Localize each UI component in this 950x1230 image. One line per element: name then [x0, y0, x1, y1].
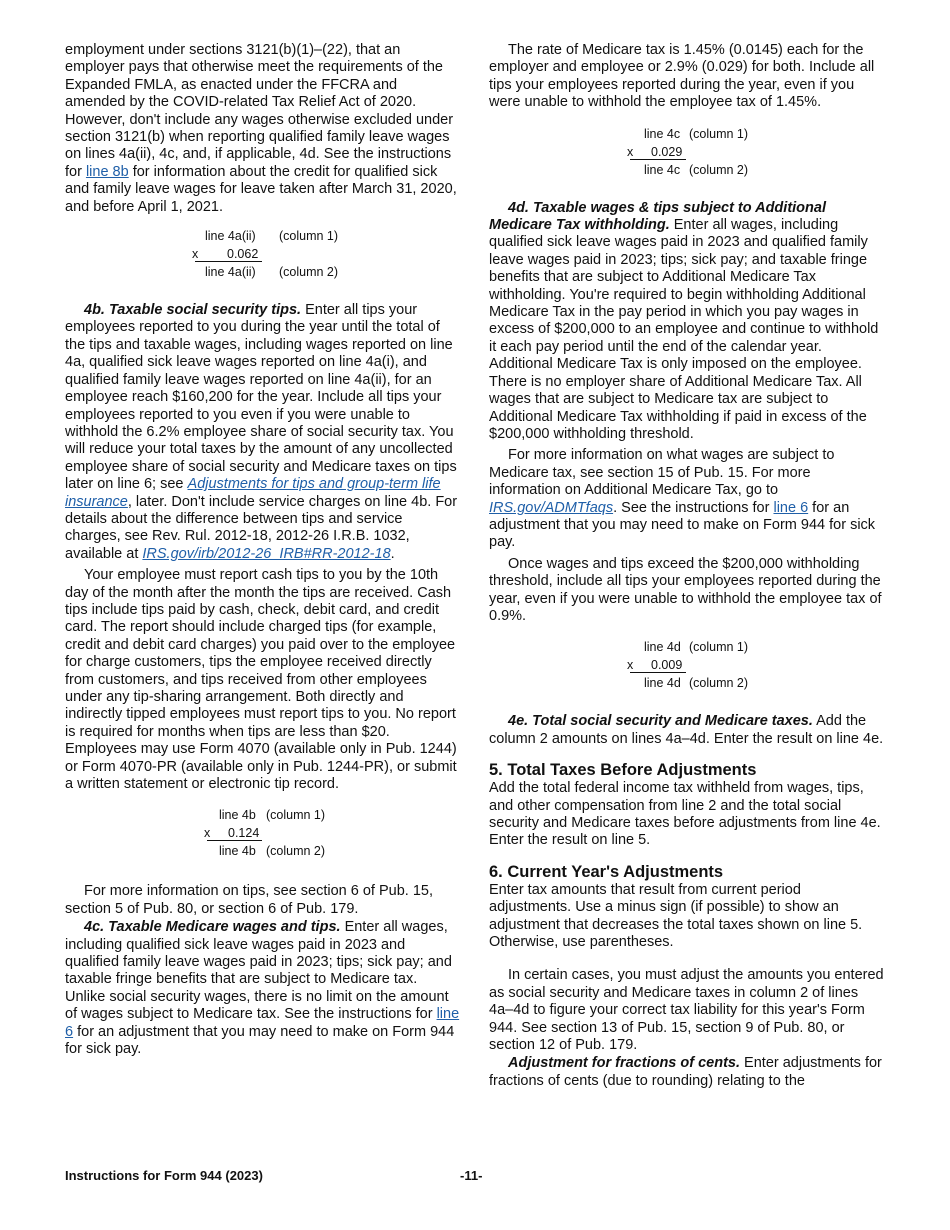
line-6-paragraph: Enter tax amounts that result from current period adjustments. Use a minus sign (if possible) to show an adjustment that decreases the total taxes shown on line 5. Otherwise, use parentheses.: [489, 881, 863, 951]
link-line-6[interactable]: line 6: [65, 1006, 460, 1040]
right-column: [489, 42, 885, 1090]
medicare-rate-paragraph: The rate of Medicare tax is 1.45% (0.0145) each for the employer and employee or 2.9% (0.029) for both. Include all tips your employees reported during the year, even if you were unable to withhold the employee tax of 1.45%.: [489, 42, 875, 111]
calc-4c: line 4c (column 1) x 0.029 line 4c (column 2): [627, 126, 749, 177]
calc-4b: line 4b (column 1) x 0.124 line 4b (column 2): [204, 808, 326, 859]
footer-doc-title: Instructions for Form 944 (2023): [65, 1168, 263, 1183]
tips-more-info: For more information on tips, see section 6 of Pub. 15, section 5 of Pub. 80, or section 6 of Pub. 179.: [65, 883, 433, 917]
footer-page-number: -11-: [460, 1168, 483, 1183]
section-4c: 4c. Taxable Medicare wages and tips. Enter all wages, including qualified sick leave wages paid in 2023 and qualified family leave wages paid in 2023; tips; sick pay; and taxable fringe benefits that are subject to Medicare tax. Unlike social security wages, there is no limit on the amount of wages subject to Medicare tax. See the instructions for line 6 for an adjustment that you may need to make on Form 944 for sick pay.: [65, 919, 460, 1058]
intro-paragraph: employment under sections 3121(b)(1)–(22), that an employer pays that otherwise meet the requirements of the Expanded FMLA, as enacted under the FFCRA and amended by the COVID-related Tax Relief Act of 2020. However, don't include any wages otherwise excluded under section 3121(b) when reporting qualified family leave wages on lines 4a(ii), 4c, and, if applicable, 4d. See the instructions for line 8b for information about the credit for qualified sick and family leave wages for leave taken after March 31, 2020, and before April 1, 2021.: [65, 42, 457, 215]
heading-line-5: 5. Total Taxes Before Adjustments: [489, 761, 757, 780]
fractions-title: Adjustment for fractions of cents.: [508, 1055, 741, 1072]
section-4c-title: 4c. Taxable Medicare wages and tips.: [84, 919, 341, 936]
link-adjustments-tips[interactable]: Adjustments for tips and group-term life insurance: [65, 476, 441, 510]
link-irs-irb[interactable]: IRS.gov/irb/2012-26_IRB#RR-2012-18: [142, 545, 391, 562]
link-admt-faqs[interactable]: IRS.gov/ADMTfaqs: [489, 499, 614, 516]
section-4b-paragraph-2: Your employee must report cash tips to you by the 10th day of the month after the month the tips are received. Cash tips include tips paid by cash, check, debit card, and credit card. The report should include charged tips (for example, credit and debit card charges) you paid over to the employee for charge customers, tips the employee received directly from customers, and tips received from other employees under any tip-sharing arrangement. Both directly and indirectly tipped employees must report tips to you. No report is required for months when tips are less than $20. Employees may use Form 4070 (available only in Pub. 1244) or Form 4070-PR (available only in Pub. 1244-PR), or submit a written statement or electronic tip record.: [65, 567, 457, 793]
calc-rule: [195, 261, 262, 262]
link-line-8b[interactable]: line 8b: [85, 163, 129, 180]
section-4e-title: 4e. Total social security and Medicare taxes.: [508, 713, 813, 730]
line-5-paragraph: Add the total federal income tax withheld from wages, tips, and other compensation from line 2 and the total social security and Medicare taxes before adjustments from line 4e. Enter the result on line 5.: [489, 780, 881, 849]
section-4b-title: 4b. Taxable social security tips.: [84, 302, 302, 319]
link-line-6-right[interactable]: line 6: [773, 499, 809, 516]
section-4d-more: For more information on what wages are subject to Medicare tax, see section 15 of Pub. 15. For more information on Additional Medicare Tax, go to IRS.gov/ADMTfaqs. See the instructions for line 6 for an adjustment that you may need to make on Form 944 for sick pay.: [489, 447, 876, 551]
calc-4d: line 4d (column 1) x 0.009 line 4d (column 2): [627, 640, 749, 691]
section-4b: 4b. Taxable social security tips. Enter all tips your employees reported to you during the year until the total of the tips and taxable wages, including wages reported on line 4a, qualified sick leave wages reported on line 4a(i), and qualified family leave wages reported on line 4a(ii), for an employee reach $160,200 for the year. Include all tips your employees reported to you even if you were unable to withhold the 6.2% employee share of social security tax. You will reduce your total taxes by the amount of any uncollected employee share of social security and Medicare taxes on tips later on line 6; see Adjustments for tips and group-term life insurance, later. Don't include service charges on line 4b. For details about the difference between tips and service charges, see Rev. Rul. 2012-18, 2012-26 I.R.B. 1032, available at IRS.gov/irb/2012-26_IRB#RR-2012-18.: [65, 302, 458, 562]
heading-line-6: 6. Current Year's Adjustments: [489, 862, 724, 881]
left-column: [65, 42, 461, 1059]
section-4d-threshold: Once wages and tips exceed the $200,000 withholding threshold, include all tips your employees reported during the year, even if you were unable to withhold the employee tax of 0.9%.: [489, 555, 882, 624]
fractions-of-cents: Adjustment for fractions of cents. Enter adjustments for fractions of cents (due to rounding) relating to the: [489, 1055, 882, 1089]
section-4d-title: 4d. Taxable wages & tips subject to Additional Medicare Tax withholding.: [489, 199, 826, 234]
line-6-paragraph-2: In certain cases, you must adjust the amounts you entered as social security and Medicare taxes in column 2 of lines 4a–4d to figure your correct tax liability for this year's Form 944. See section 13 of Pub. 15, section 9 of Pub. 80, or section 12 of Pub. 179.: [489, 967, 884, 1054]
calc-rule: [207, 840, 262, 841]
calc-4aii: line 4a(ii) (column 1) x 0.062 line 4a(ii) (column 2): [192, 229, 339, 280]
section-4e: 4e. Total social security and Medicare taxes. Add the column 2 amounts on lines 4a–4d. Enter the result on line 4e.: [489, 713, 884, 747]
calc-rule: [630, 672, 686, 673]
calc-rule: [630, 159, 686, 160]
section-4d: 4d. Taxable wages & tips subject to Additional Medicare Tax withholding. Enter all wages, including qualified sick leave wages paid in 2023 and qualified family leave wages paid in 2023; tips; sick pay; and taxable fringe benefits that are subject to Additional Medicare Tax withholding. You're required to begin withholding Additional Medicare Tax in the pay period in which you pay wages in excess of $200,000 to an employee and continue to withhold it each pay period until the end of the calendar year. Additional Medicare Tax is only imposed on the employee. There is no employer share of Additional Medicare Tax. All wages that are subject to Medicare tax are subject to Additional Medicare Tax withholding if paid in excess of the $200,000 withholding threshold.: [489, 199, 879, 442]
